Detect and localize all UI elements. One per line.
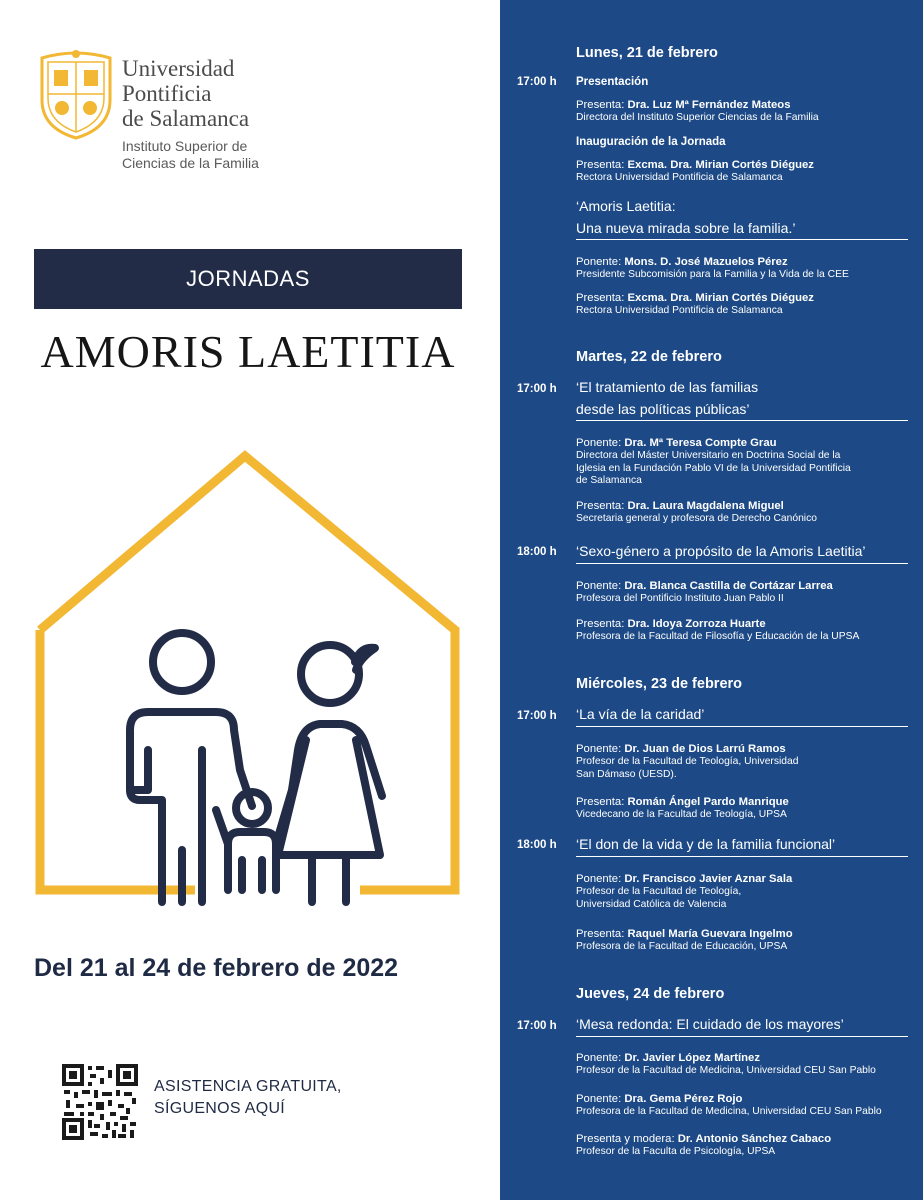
speaker-name: Dra. Mª Teresa Compte Grau xyxy=(624,437,777,449)
role-prefix: Presenta: xyxy=(576,618,628,630)
role-prefix: Presenta: xyxy=(576,796,628,808)
institute-name-line1: Instituto Superior de xyxy=(122,138,248,154)
time-label: 17:00 h xyxy=(517,1020,557,1032)
speaker-description: Universidad Católica de Valencia xyxy=(576,898,727,910)
talk-title-line2: Una nueva mirada sobre la familia.’ xyxy=(576,219,796,236)
event-dates: Del 21 al 24 de febrero de 2022 xyxy=(34,954,399,982)
speaker-description: Vicedecano de la Facultad de Teología, UPSA xyxy=(576,809,787,820)
talk-title: ‘La vía de la caridad’ xyxy=(576,704,908,727)
institute-name xyxy=(122,138,259,172)
university-name-line2: Pontificia xyxy=(122,81,212,106)
speaker-entry xyxy=(576,579,911,606)
speaker-entry xyxy=(576,795,911,822)
day-heading-wednesday: Miércoles, 23 de febrero xyxy=(576,676,743,692)
university-name-line1: Universidad xyxy=(122,56,235,81)
woman-body xyxy=(278,724,382,902)
day-heading-monday: Lunes, 21 de febrero xyxy=(576,45,718,61)
family-house-illustration xyxy=(30,450,470,910)
speaker-description: Profesor de la Facultad de Teología, Universidad xyxy=(576,756,799,767)
woman-ponytail xyxy=(355,648,375,670)
session-title: Presentación xyxy=(576,76,649,88)
speaker-name: Dr. Francisco Javier Aznar Sala xyxy=(624,873,793,885)
role-prefix: Presenta y modera: xyxy=(576,1133,678,1145)
university-crest-icon xyxy=(38,48,114,140)
talk-title: ‘Mesa redonda: El cuidado de los mayores’ xyxy=(576,1014,908,1037)
speaker-description: Profesor de la Facultad de Teología, xyxy=(576,886,742,897)
talk-title-line2: desde las políticas públicas’ xyxy=(576,400,750,417)
role-prefix: Ponente: xyxy=(576,580,625,592)
speaker-entry xyxy=(576,1132,911,1159)
speaker-name: Dra. Luz Mª Fernández Mateos xyxy=(627,99,791,111)
role-prefix: Presenta: xyxy=(576,292,628,304)
time-label: 18:00 h xyxy=(517,839,557,851)
role-prefix: Presenta: xyxy=(576,99,628,111)
speaker-description: Directora del Máster Universitario en Doctrina Social de la xyxy=(576,450,841,461)
time-label: 18:00 h xyxy=(517,546,557,558)
talk-title xyxy=(576,377,908,421)
speaker-description: Directora del Instituto Superior Ciencias de la Familia xyxy=(576,112,819,123)
attendance-line2: SÍGUENOS AQUÍ xyxy=(154,1100,286,1117)
speaker-name: Excma. Dra. Mirian Cortés Diéguez xyxy=(627,159,814,171)
speaker-description: Profesora del Pontificio Instituto Juan Pablo II xyxy=(576,593,784,604)
role-prefix: Presenta: xyxy=(576,159,628,171)
speaker-entry xyxy=(576,98,911,125)
speaker-name: Dra. Laura Magdalena Miguel xyxy=(627,500,784,512)
speaker-description: Profesora de la Facultad de Educación, UPSA xyxy=(576,941,788,952)
jornadas-banner: JORNADAS xyxy=(34,249,462,309)
talk-title-line1: ‘Amoris Laetitia: xyxy=(576,198,676,214)
attendance-line1: ASISTENCIA GRATUITA, xyxy=(154,1078,342,1095)
role-prefix: Presenta: xyxy=(576,928,628,940)
speaker-description: Profesor de la Facultad de Medicina, Universidad CEU San Pablo xyxy=(576,1065,876,1076)
time-label: 17:00 h xyxy=(517,710,557,722)
speaker-description: San Dámaso (UESD). xyxy=(576,768,677,780)
speaker-entry xyxy=(576,255,911,282)
speaker-description: Rectora Universidad Pontificia de Salamanca xyxy=(576,172,783,183)
speaker-entry xyxy=(576,1051,911,1078)
talk-title: ‘Sexo-género a propósito de la Amoris Laetitia’ xyxy=(576,541,908,564)
time-label: 17:00 h xyxy=(517,383,557,395)
speaker-entry xyxy=(576,291,911,318)
university-name-line3: de Salamanca xyxy=(122,106,250,131)
speaker-entry xyxy=(576,742,911,781)
speaker-name: Dr. Antonio Sánchez Cabaco xyxy=(677,1133,832,1145)
speaker-name: Dra. Gema Pérez Rojo xyxy=(624,1093,743,1105)
speaker-description: Profesora de la Facultad de Medicina, Universidad CEU San Pablo xyxy=(576,1106,882,1117)
program-panel xyxy=(500,0,923,1200)
speaker-name: Excma. Dra. Mirian Cortés Diéguez xyxy=(627,292,814,304)
attendance-note xyxy=(154,1076,342,1120)
speaker-entry xyxy=(576,1092,911,1119)
role-prefix: Ponente: xyxy=(576,256,625,268)
talk-title: ‘El don de la vida y de la familia funcional’ xyxy=(576,834,908,857)
speaker-entry xyxy=(576,927,911,954)
speaker-name: Dr. Juan de Dios Larrú Ramos xyxy=(624,743,786,755)
time-label: 17:00 h xyxy=(517,76,557,88)
role-prefix: Presenta: xyxy=(576,500,628,512)
day-heading-tuesday: Martes, 22 de febrero xyxy=(576,349,722,365)
speaker-name: Román Ángel Pardo Manrique xyxy=(627,796,789,808)
speaker-entry xyxy=(576,158,911,185)
role-prefix: Ponente: xyxy=(576,437,625,449)
speaker-description: Secretaria general y profesora de Derecho Canónico xyxy=(576,513,817,524)
speaker-entry xyxy=(576,499,911,526)
role-prefix: Ponente: xyxy=(576,743,625,755)
speaker-description: Presidente Subcomisión para la Familia y la Vida de la CEE xyxy=(576,269,849,280)
speaker-entry xyxy=(576,617,911,644)
institute-name-line2: Ciencias de la Familia xyxy=(122,155,259,171)
man-head xyxy=(153,633,211,691)
speaker-name: Mons. D. José Mazuelos Pérez xyxy=(624,256,788,268)
speaker-name: Dr. Javier López Martínez xyxy=(624,1052,760,1064)
speaker-description: Iglesia en la Fundación Pablo VI de la Universidad Pontificia xyxy=(576,462,851,474)
talk-title-line1: ‘El tratamiento de las familias xyxy=(576,379,759,395)
speaker-description: Profesora de la Facultad de Filosofía y Educación de la UPSA xyxy=(576,631,860,642)
event-title: AMORIS LAETITIA xyxy=(40,326,456,377)
role-prefix: Ponente: xyxy=(576,1052,625,1064)
woman-head xyxy=(301,645,359,703)
speaker-description: de Salamanca xyxy=(576,475,642,486)
day-heading-thursday: Jueves, 24 de febrero xyxy=(576,986,725,1002)
session-title: Inauguración de la Jornada xyxy=(576,136,726,148)
speaker-entry xyxy=(576,436,911,488)
speaker-name: Dra. Idoya Zorroza Huarte xyxy=(627,618,766,630)
speaker-name: Dra. Blanca Castilla de Cortázar Larrea xyxy=(624,580,833,592)
role-prefix: Ponente: xyxy=(576,1093,625,1105)
speaker-description: Profesor de la Faculta de Psicología, UPSA xyxy=(576,1146,776,1157)
house-outline xyxy=(40,630,195,890)
role-prefix: Ponente: xyxy=(576,873,625,885)
speaker-entry xyxy=(576,872,911,911)
university-name xyxy=(122,56,249,131)
speaker-description: Rectora Universidad Pontificia de Salamanca xyxy=(576,305,783,316)
speaker-name: Raquel María Guevara Ingelmo xyxy=(627,928,793,940)
talk-title xyxy=(576,196,908,240)
qr-code-icon[interactable] xyxy=(62,1064,138,1140)
